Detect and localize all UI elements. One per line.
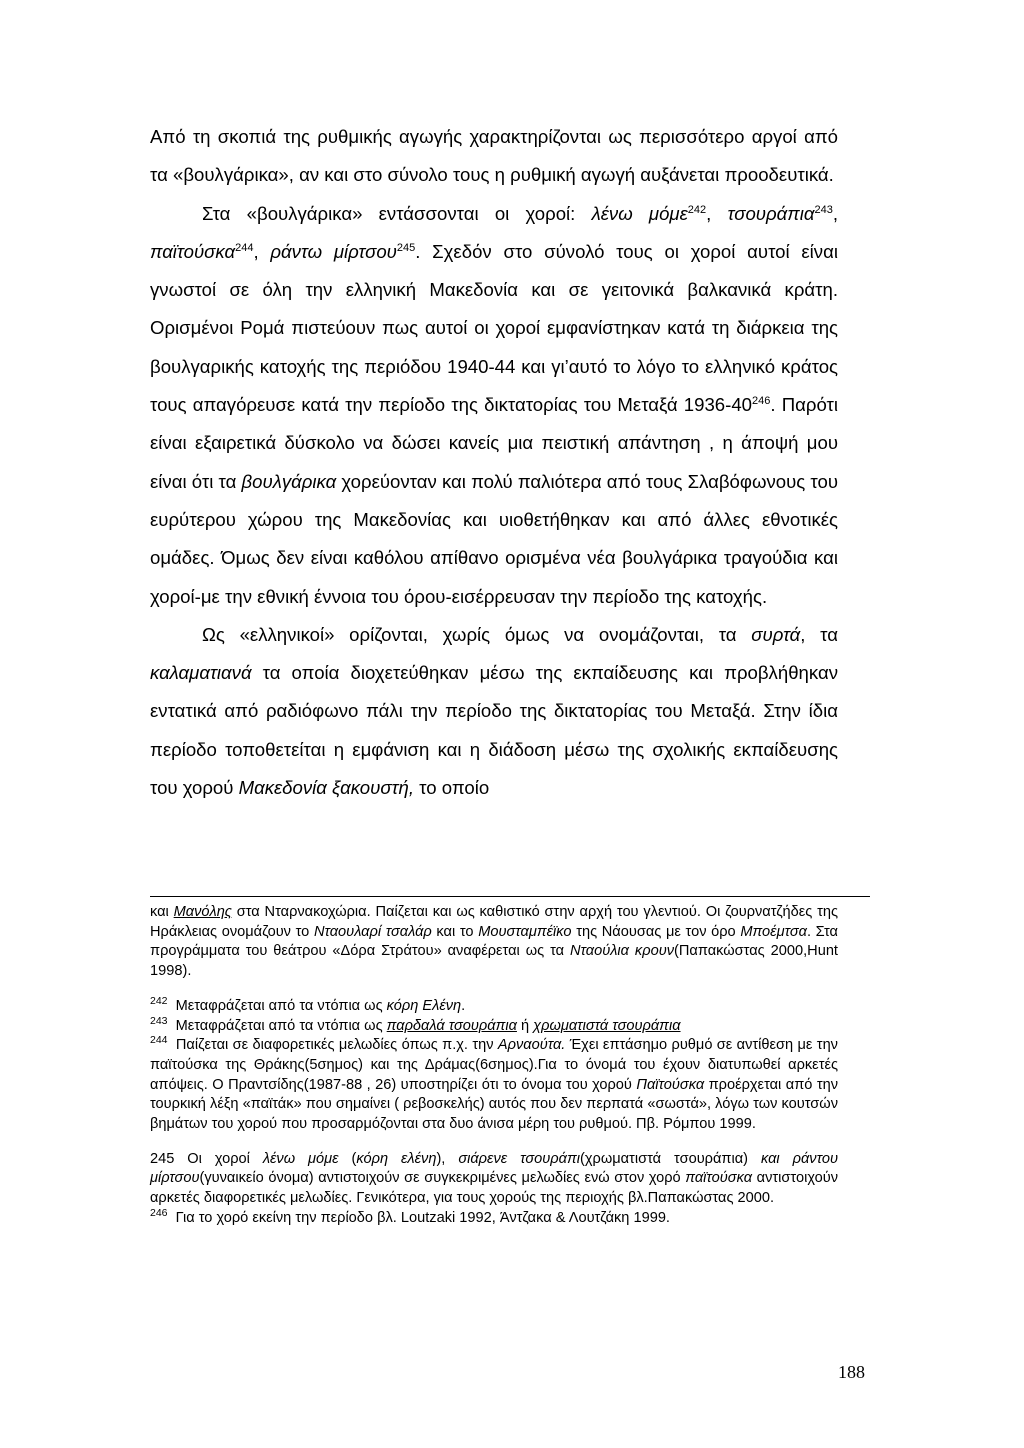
text-run: Για το χορό εκείνη την περίοδο βλ. Loutzaki 1992, Άντζακα & Λουτζάκη 1999. <box>171 1209 670 1226</box>
text-run: . Σχεδόν στο σύνολό τους οι χοροί αυτοί είναι γνωστοί σε όλη την ελληνική Μακεδονία και σε γειτονικά βαλκανικά κράτη. Ορισμένοι Ρομά πιστεύουν πως αυτοί οι χοροί εμφανίστηκαν κατά τη διάρκεια της βουλγαρικής κατοχής της περιόδου 1940-44 και γι’αυτό το λόγο το ελληνικό κράτος τους απαγόρευσε κατά την περίοδο της δικτατορίας του Μεταξά 1936-40 <box>150 240 838 416</box>
text-run: Έχει επτάσημο ρυθμό σε αντίθεση με την παϊτούσκα της Θράκης(5σημος) και της Δράμας(6σημος).Για το όνομά του έχουν διατυπωθεί αρκετές απόψεις. Ο Πραντσίδης(1987-88 , 26) υποστηρίζει ότι το όνομα του χορού <box>150 1037 838 1093</box>
text-run: προέρχεται από την τουρκική λέξη «παϊτάκ» που σημαίνει ( ρεβοσκελής) αυτός που δεν περπατά «σωστά», λόγω των κουτσών βημάτων του χορού που προσαρμόζονται στα δυο άνισα μέρη του ρυθμού. Πβ. Ρόμπου 1999. <box>150 1076 839 1133</box>
footnote-ref-242[interactable]: 242 <box>687 203 707 216</box>
text-run: και <box>150 904 174 920</box>
italic-term: κόρη Ελένη <box>386 997 462 1014</box>
italic-term: ράντω μίρτσου <box>270 240 397 262</box>
italic-term: Μουσταμπέϊκο <box>478 923 572 940</box>
text-run: Από τη σκοπιά της ρυθμικής αγωγής χαρακτηρίζονται ως περισσότερο αργοί από τα «βουλγάρικα», αν και στο σύνολο τους η ρυθμική αγωγή αυξάνεται προοδευτικά. <box>150 126 838 186</box>
italic-term: παϊτούσκα <box>685 1170 753 1187</box>
footnote-number: 246 <box>150 1206 168 1219</box>
paragraph-3 <box>150 616 838 807</box>
text-run: και το <box>431 923 479 940</box>
text-run: 245 Οι χοροί <box>150 1150 263 1167</box>
footnote-244 <box>150 1036 838 1135</box>
italic-term: τσουράπια <box>727 202 815 224</box>
text-run: Ως «ελληνικοί» ορίζονται, χωρίς όμως να ονομάζονται, τα <box>202 623 752 645</box>
text-run: . <box>461 997 466 1014</box>
underlined-term: Μανόλης <box>173 904 232 920</box>
footnote-245 <box>150 1150 838 1209</box>
italic-term: παϊτούσκα <box>150 240 236 262</box>
footnote-ref-245[interactable]: 245 <box>396 241 416 254</box>
italic-term: και ράντου μίρτσου <box>150 1150 838 1187</box>
italic-term: καλαματιανά <box>150 662 252 684</box>
italic-term: Νταουλαρί τσαλάρ <box>313 923 432 940</box>
text-run: τα οποία διοχετεύθηκαν μέσω της εκπαίδευσης και προβλήθηκαν εντατικά από ραδιόφωνο πάλι την περίοδο της δικτατορίας του Μεταξά. Στην ίδια περίοδο τοποθετείται η εμφάνιση και η διάδοση μέσω της σχολικής εκπαίδευσης του χορού <box>150 662 838 799</box>
italic-term: συρτά <box>751 623 801 645</box>
footnote-continuation <box>150 903 838 982</box>
text-run: , <box>706 202 728 224</box>
main-text <box>150 118 838 807</box>
text-run: ή <box>516 1017 534 1034</box>
paragraph-1 <box>150 118 838 195</box>
text-run: (Παπακώστας 2000,Hunt 1998). <box>150 943 838 980</box>
footnote-246 <box>150 1206 838 1229</box>
paragraph-2 <box>150 195 838 616</box>
italic-term: Μακεδονία ξακουστή, <box>238 777 414 799</box>
italic-term: κόρη ελένη <box>356 1150 437 1167</box>
text-run: (γυναικείο όνομα) αντιστοιχούν σε συγκεκριμένες μελωδίες ενώ στον χορό <box>199 1170 686 1187</box>
text-run: Μεταφράζεται από τα ντόπια ως <box>171 1017 387 1034</box>
italic-term: σιάρενε τσουράπι <box>458 1150 580 1167</box>
underlined-term: παρδαλά τσουράπια <box>386 1017 517 1034</box>
footnote-ref-244[interactable]: 244 <box>235 241 254 254</box>
text-run: , <box>253 240 271 262</box>
text-run: , τα <box>800 623 838 645</box>
footnote-243 <box>150 1014 838 1037</box>
text-run: ), <box>436 1150 459 1167</box>
italic-term: Αρναούτα. <box>497 1037 566 1054</box>
page-number: 188 <box>838 1362 865 1382</box>
footnote-number: 244 <box>150 1034 168 1047</box>
text-run: (χρωματιστά τσουράπια) <box>580 1150 761 1167</box>
footnote-242 <box>150 994 838 1017</box>
text-run: . Στα προγράμματα του θεάτρου «Δόρα Στράτου» αναφέρεται ως τα <box>150 923 838 960</box>
italic-term: λένω μόμε <box>262 1150 339 1167</box>
footnote-number: 243 <box>150 1014 168 1027</box>
text-run: . Παρότι είναι εξαιρετικά δύσκολο να δώσει κανείς μια πειστική απάντηση , η άποψή μου είναι ότι τα <box>150 394 838 492</box>
footnote-separator <box>150 896 870 897</box>
text-run: Στα «βουλγάρικα» εντάσσονται οι χοροί: <box>202 202 592 224</box>
footnotes <box>150 903 838 1229</box>
text-run: Μεταφράζεται από τα ντόπια ως <box>171 997 387 1014</box>
italic-term: Παϊτούσκα <box>636 1076 705 1093</box>
italic-term: Μποέμτσα <box>740 923 807 940</box>
text-run: αντιστοιχούν αρκετές διαφορετικές μελωδίες. Γενικότερα, για τους χορούς της περιοχής βλ.Παπακώστας 2000. <box>150 1170 838 1207</box>
footnote-number: 242 <box>150 994 168 1007</box>
text-run: χορεύονταν και πολύ παλιότερα από τους Σλαβόφωνους του ευρύτερου χώρου της Μακεδονίας και υιοθετήθηκαν και από άλλες εθνοτικές ομάδες. Όμως δεν είναι καθόλου απίθανο ορισμένα νέα βουλγάρικα τραγούδια και χοροί-με την εθνική έννοια του όρου-εισέρρευσαν την περίοδο της κατοχής. <box>150 470 839 607</box>
footnote-ref-243[interactable]: 243 <box>814 203 833 216</box>
footnote-ref-246[interactable]: 246 <box>752 394 771 407</box>
underlined-term: χρωματιστά τσουράπια <box>533 1017 681 1034</box>
italic-term: λένω μόμε <box>591 202 688 224</box>
italic-term: βουλγάρικα <box>241 470 337 492</box>
text-run: , <box>832 202 838 224</box>
text-run: Παίζεται σε διαφορετικές μελωδίες όπως π.χ. την <box>171 1037 498 1054</box>
italic-term: Νταούλια κρουν <box>570 943 675 960</box>
text-run: στα Νταρνακοχώρια. Παίζεται και ως καθιστικό στην αρχή του γλεντιού. Οι ζουρνατζήδες της Ηράκλειας ονομάζουν το <box>150 904 838 940</box>
text-run: της Νάουσας με τον όρο <box>571 923 741 940</box>
text-run: το οποίο <box>414 777 490 799</box>
text-run: ( <box>338 1150 357 1167</box>
